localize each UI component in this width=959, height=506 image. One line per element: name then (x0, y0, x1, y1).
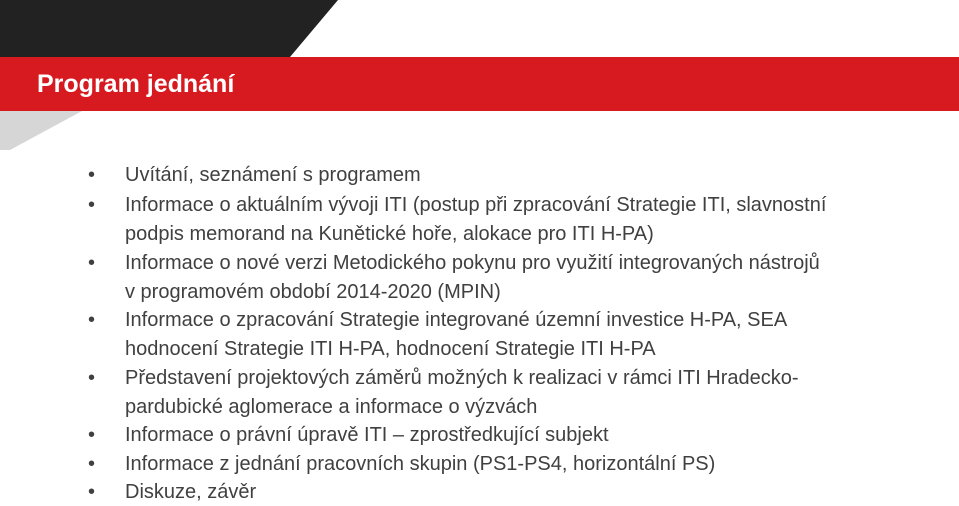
agenda-line: Představení projektových záměrů možných k realizaci v rámci ITI Hradecko- (125, 367, 799, 389)
bullet: • (88, 194, 96, 216)
agenda-line: pardubické aglomerace a informace o výzvách (125, 396, 538, 418)
bullet: • (88, 309, 96, 331)
bullet: • (88, 164, 96, 186)
agenda-line: Uvítání, seznámení s programem (125, 164, 421, 186)
agenda-line: podpis memorand na Kunětické hoře, alokace pro ITI H-PA) (125, 223, 654, 245)
page-title: Program jednání (37, 70, 235, 98)
bullet: • (88, 252, 96, 274)
agenda-line: Informace z jednání pracovních skupin (PS1-PS4, horizontální PS) (125, 453, 716, 475)
bullet: • (88, 367, 96, 389)
agenda-line: v programovém období 2014-2020 (MPIN) (125, 281, 501, 303)
bullet: • (88, 453, 96, 475)
agenda-line: Informace o aktuálním vývoji ITI (postup při zpracování Strategie ITI, slavnostní (125, 194, 827, 216)
agenda-line: Informace o právní úpravě ITI – zprostředkující subjekt (125, 424, 609, 446)
agenda-line: Diskuze, závěr (125, 481, 257, 503)
bullet: • (88, 481, 96, 503)
bullet: • (88, 424, 96, 446)
agenda-line: Informace o zpracování Strategie integrované územní investice H-PA, SEA (125, 309, 788, 331)
agenda-line: Informace o nové verzi Metodického pokynu pro využití integrovaných nástrojů (125, 252, 820, 274)
agenda-line: hodnocení Strategie ITI H-PA, hodnocení Strategie ITI H-PA (125, 338, 656, 360)
